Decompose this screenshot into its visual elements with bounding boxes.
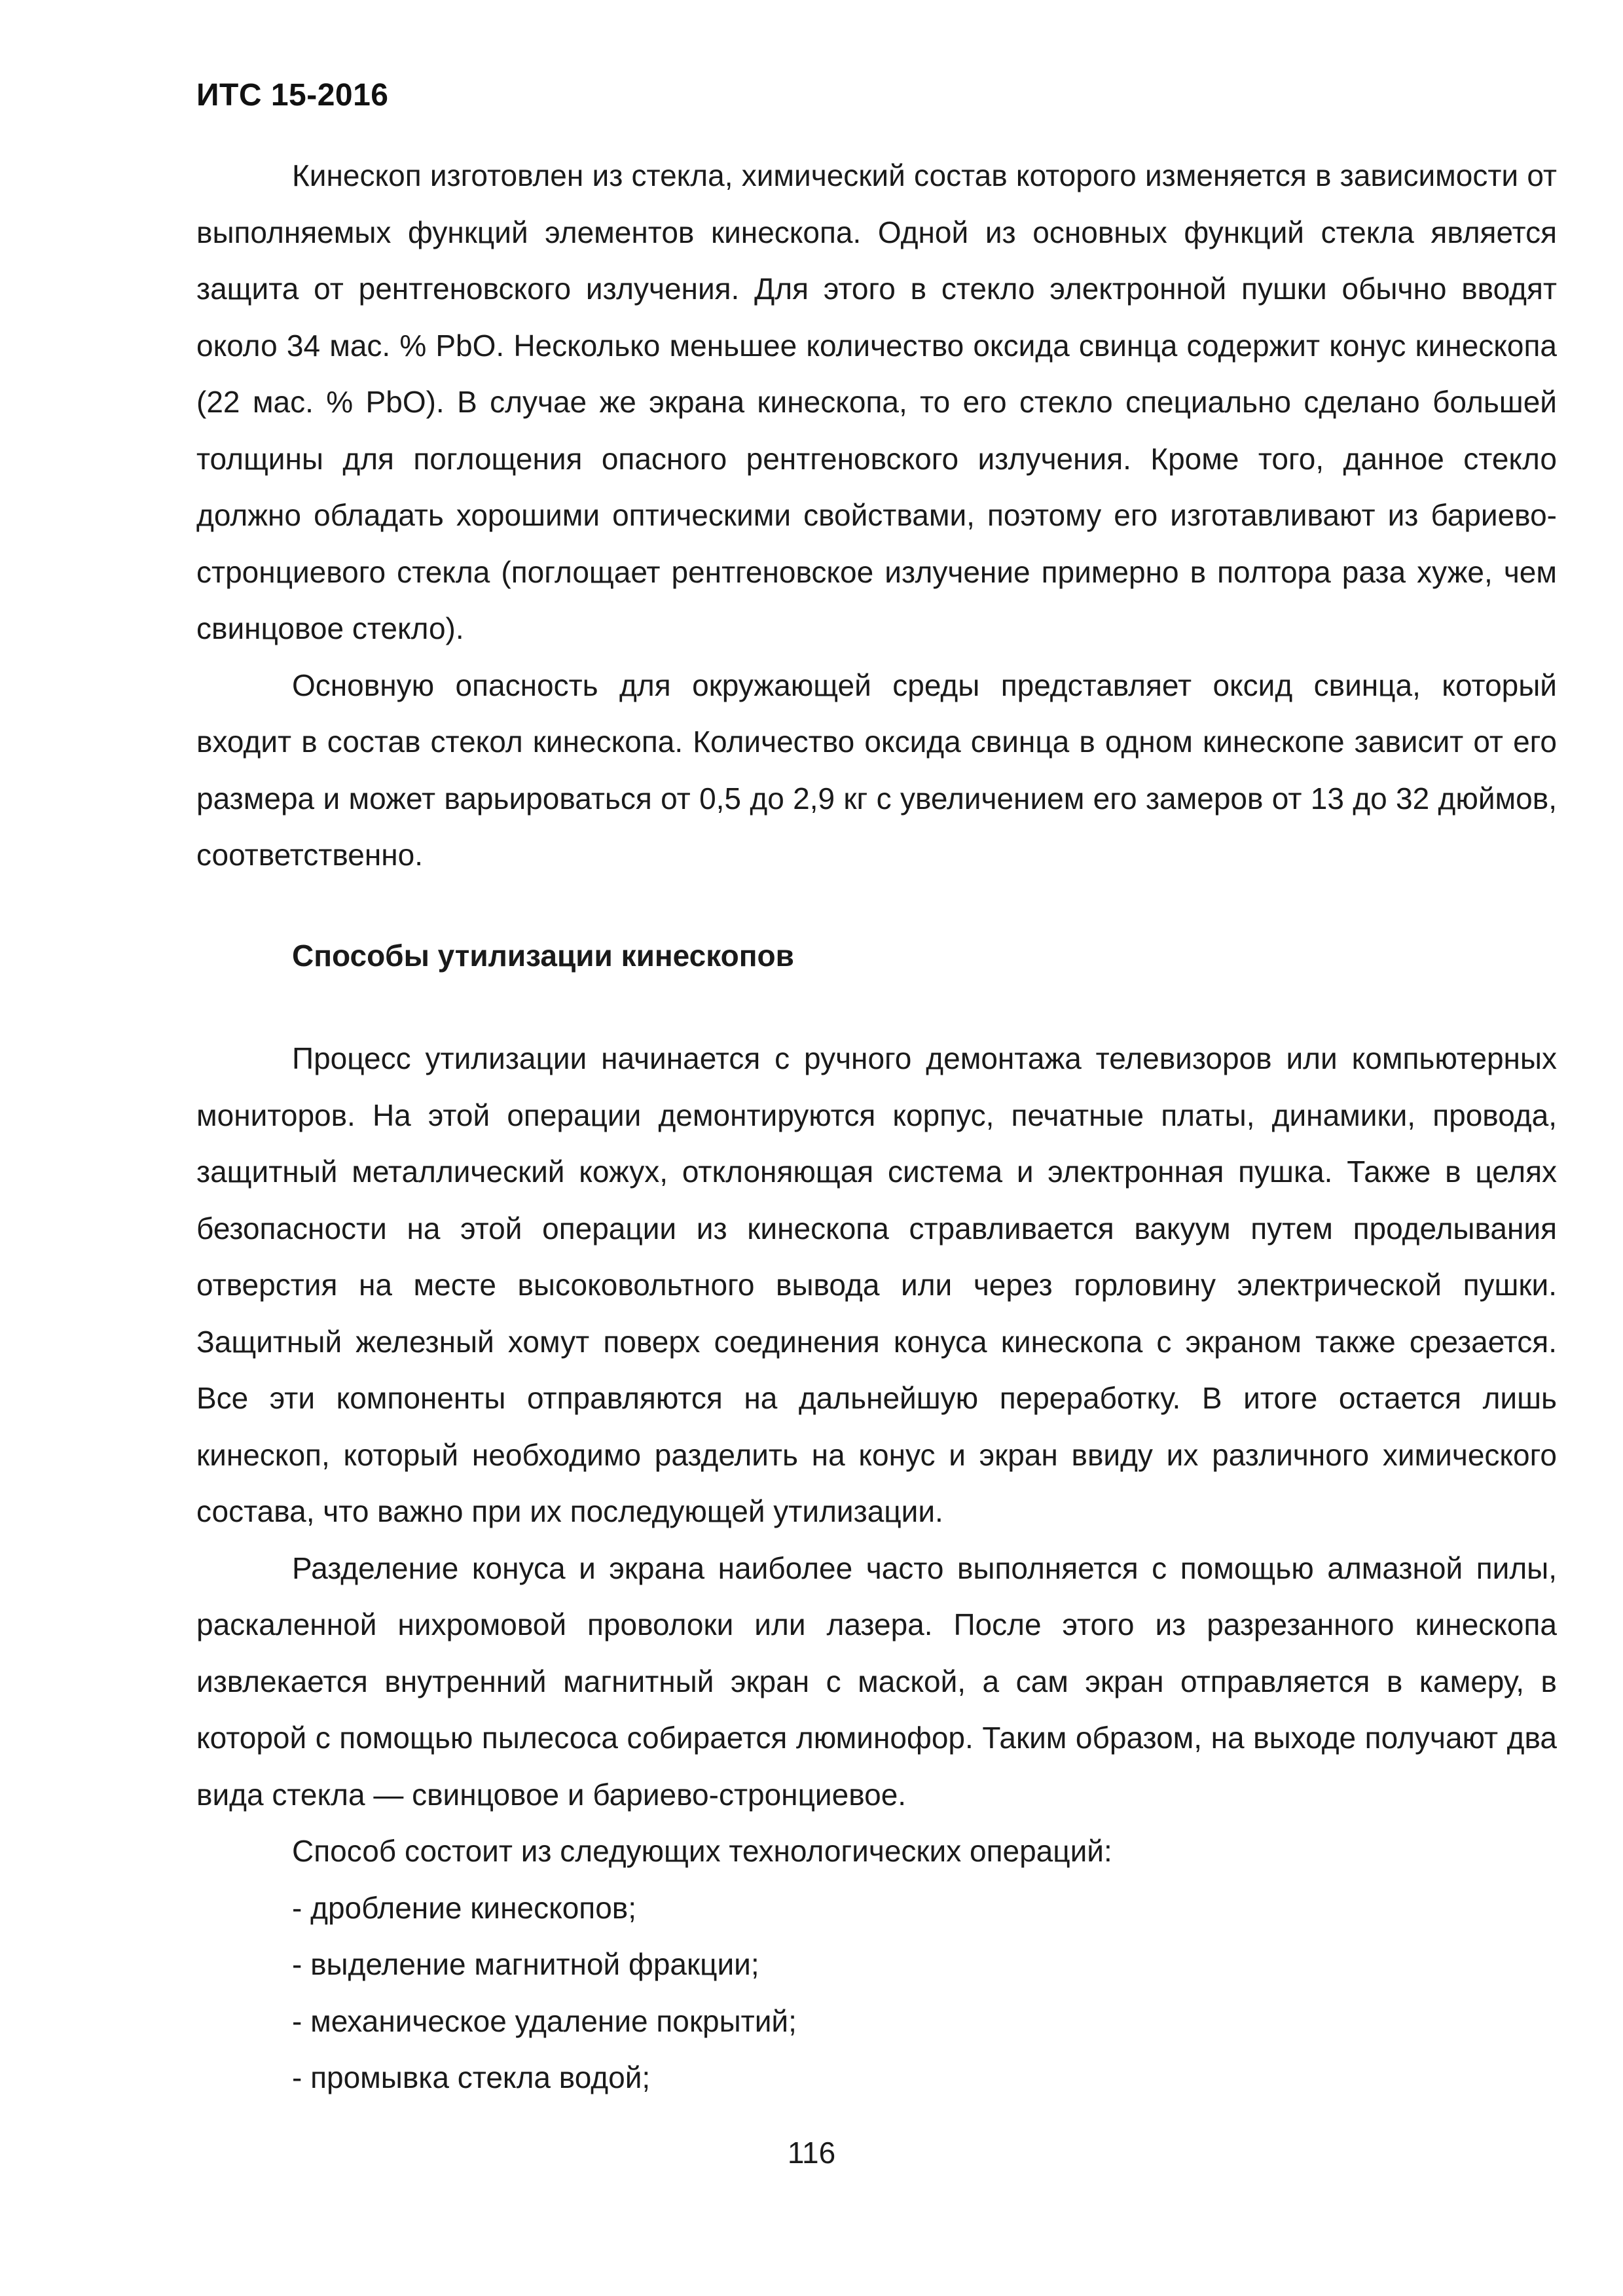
paragraph-lead-hazard: Основную опасность для окружающей среды представляет оксид свинца, который входит в состав стекол кинескопа. Количество оксида свинца в одном кинескопе зависит от его размера и может варьироваться от 0,5 до 2,9 кг с увеличением его замеров от 13 до 32 дюймов, соответственно. <box>196 668 1557 872</box>
list-item: - механическое удаление покрытий; <box>292 2003 797 2038</box>
spacer <box>196 884 1557 927</box>
section-heading: Способы утилизации кинескопов <box>292 938 794 973</box>
page-number: 116 <box>787 2136 836 2170</box>
paragraph-kinescope-glass: Кинескоп изготовлен из стекла, химический состав которого изменяется в зависимости от выполняемых функций элементов кинескопа. Одной из основных функций стекла является защита от рентгеновского излучения. Для этого в стекло электронной пушки обычно вводят около 34 мас. % PbO. Несколько меньшее количество оксида свинца содержит конус кинескопа (22 мас. % PbO). В случае же экрана кинескопа, то его стекло специально сделано большей толщины для поглощения опасного рентгеновского излучения. Кроме того, данное стекло должно обладать хорошими оптическими свойствами, поэтому его изготавливают из бариево-стронциевого стекла (поглощает рентгеновское излучение примерно в полтора раза хуже, чем свинцовое стекло). <box>196 158 1557 645</box>
list-item: - дробление кинескопов; <box>292 1890 637 1925</box>
paragraph-method-intro: Способ состоит из следующих технологических операций: <box>292 1834 1112 1868</box>
page-body <box>196 147 1557 2106</box>
paragraph-separation: Разделение конуса и экрана наиболее часто выполняется с помощью алмазной пилы, раскаленной нихромовой проволоки или лазера. После этого из разрезанного кинескопа извлекается внутренний магнитный экран с маской, а сам экран отправляется в камеру, в которой с помощью пылесоса собирается люминофор. Таким образом, на выходе получают два вида стекла — свинцовое и бариево-стронциевое. <box>196 1551 1557 1812</box>
spacer <box>196 984 1557 1030</box>
paragraph-dismantling: Процесс утилизации начинается с ручного демонтажа телевизоров или компьютерных мониторов. На этой операции демонтируются корпус, печатные платы, динамики, провода, защитный металлический кожух, отклоняющая система и электронная пушка. Также в целях безопасности на этой операции из кинескопа стравливается вакуум путем проделывания отверстия на месте высоковольтного вывода или через горловину электрической пушки. Защитный железный хомут поверх соединения конуса кинескопа с экраном также срезается. Все эти компоненты отправляются на дальнейшую переработку. В итоге остается лишь кинескоп, который необходимо разделить на конус и экран ввиду их различного химического состава, что важно при их последующей утилизации. <box>196 1041 1557 1528</box>
list-item: - выделение магнитной фракции; <box>292 1947 759 1981</box>
document-code-header: ИТС 15-2016 <box>196 78 389 113</box>
list-item: - промывка стекла водой; <box>292 2060 651 2094</box>
